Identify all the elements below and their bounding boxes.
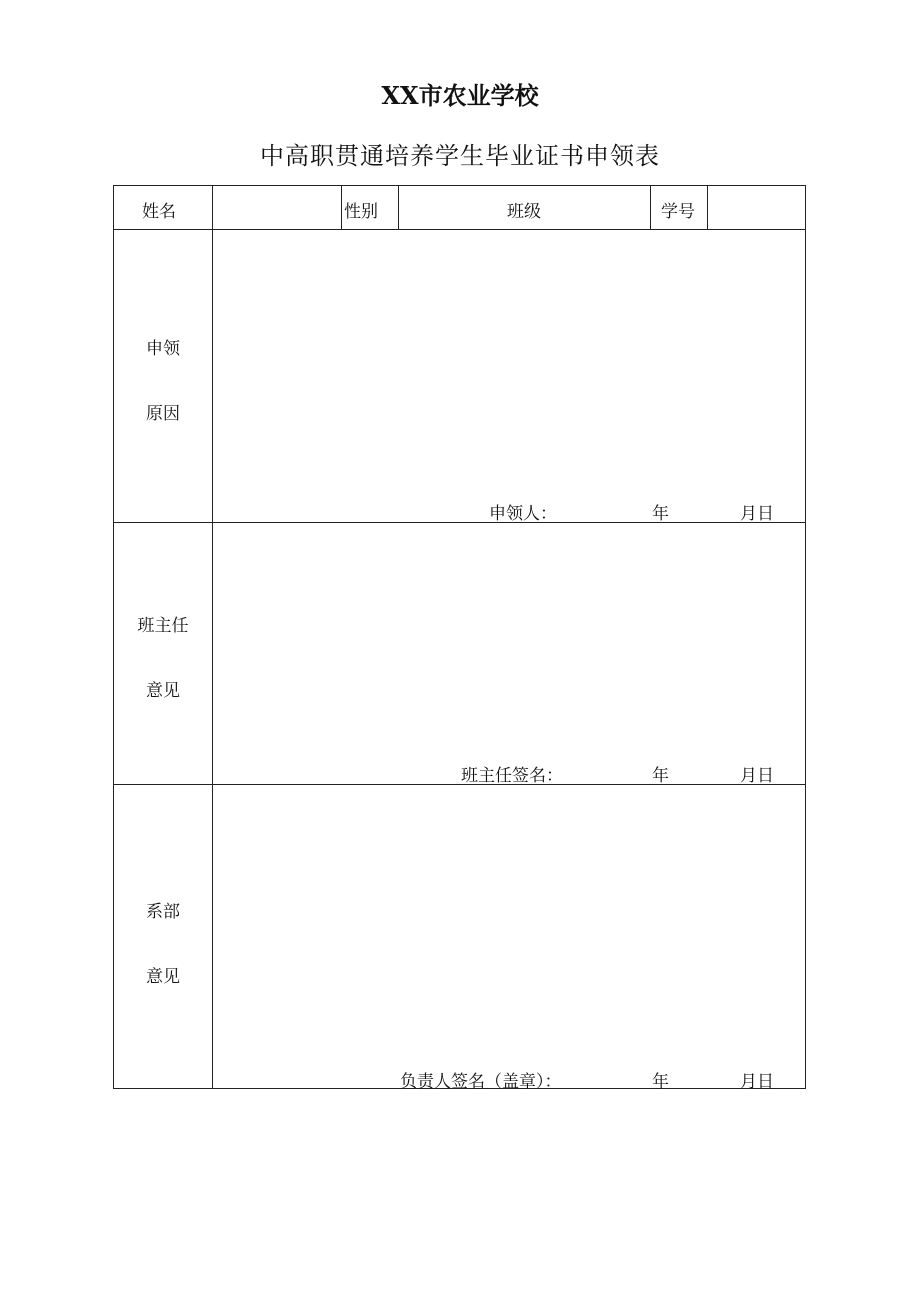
column-divider bbox=[707, 186, 708, 229]
teacher-signature-label: 班主任签名： bbox=[461, 766, 563, 786]
reason-section-label bbox=[114, 334, 212, 424]
teacher-label-line2: 意见 bbox=[146, 681, 180, 701]
row-divider bbox=[114, 522, 805, 523]
form-title: 中高职贯通培养学生毕业证书申领表 bbox=[260, 142, 660, 170]
column-divider bbox=[341, 186, 342, 229]
column-divider bbox=[650, 186, 651, 229]
department-label-line2: 意见 bbox=[146, 967, 180, 987]
school-title: XX市农业学校 bbox=[381, 81, 539, 110]
row-divider bbox=[114, 229, 805, 230]
gender-label: 性别 bbox=[344, 202, 378, 222]
teacher-month-day-label: 月日 bbox=[740, 766, 774, 786]
department-opinion-area[interactable] bbox=[214, 787, 804, 1057]
reason-content-area[interactable] bbox=[214, 232, 804, 492]
applicant-signature-label: 申领人： bbox=[489, 504, 557, 524]
student-id-label: 学号 bbox=[661, 202, 695, 222]
reason-label-line2: 原因 bbox=[146, 404, 180, 424]
teacher-label-line1: 班主任 bbox=[137, 616, 189, 636]
column-divider bbox=[398, 186, 399, 229]
gender-field[interactable] bbox=[400, 188, 490, 228]
reason-label-line1: 申领 bbox=[146, 339, 180, 359]
class-label: 班级 bbox=[507, 202, 541, 222]
department-year-label: 年 bbox=[652, 1072, 669, 1092]
student-id-field[interactable] bbox=[709, 188, 804, 228]
department-signature-label: 负责人签名（盖章）： bbox=[400, 1072, 562, 1092]
application-form-table bbox=[113, 185, 806, 1092]
name-label: 姓名 bbox=[142, 202, 176, 222]
department-section-label bbox=[114, 897, 212, 987]
teacher-section-label bbox=[114, 611, 212, 701]
reason-year-label: 年 bbox=[652, 504, 669, 524]
teacher-year-label: 年 bbox=[652, 766, 669, 786]
reason-month-day-label: 月日 bbox=[740, 504, 774, 524]
department-month-day-label: 月日 bbox=[740, 1072, 774, 1092]
name-field[interactable] bbox=[214, 188, 340, 228]
department-label-line1: 系部 bbox=[146, 902, 180, 922]
teacher-opinion-area[interactable] bbox=[214, 525, 804, 753]
row-divider bbox=[114, 784, 805, 785]
column-divider bbox=[212, 186, 213, 1088]
